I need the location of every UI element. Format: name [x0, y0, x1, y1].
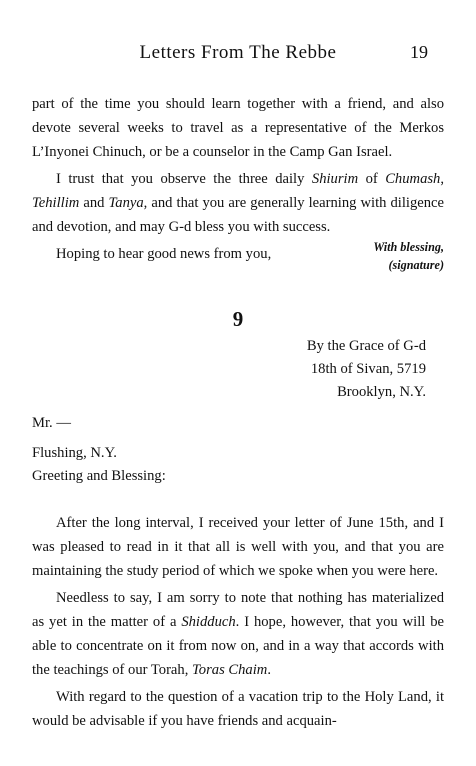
text-run: . I hope, however, that you will be able to concentrate on it from now on, and in a way that accords with the teachings of our Torah,: [32, 614, 444, 678]
dateline: [307, 335, 426, 404]
paragraph-vacation: With regard to the question of a vacation trip to the Holy Land, it would be advisable if you have friends and acquain-: [32, 689, 444, 729]
address-location: Flushing, N.Y.: [32, 445, 117, 461]
paragraph-shidduch: [32, 586, 444, 682]
text-run: Needless to say, I am sorry to note that nothing has materialized as yet in the matter of a: [32, 590, 444, 630]
closing-text: With blessing,: [373, 240, 444, 254]
signature-text: (signature): [388, 258, 444, 272]
text-run: .: [267, 662, 271, 678]
paragraph-shiurim: [32, 167, 444, 239]
dateline-line-3: Brooklyn, N.Y.: [337, 384, 426, 400]
text-run: I trust that you observe the three daily: [56, 171, 312, 187]
running-title: Letters From The Rebbe: [139, 42, 337, 63]
letter-number: 9: [232, 307, 244, 331]
dateline-line-1: By the Grace of G-d: [306, 338, 426, 354]
text-run: ,: [440, 171, 444, 187]
page-header: [0, 42, 476, 72]
term-tehillim: Tehillim: [32, 195, 80, 211]
term-shiurim: Shiurim: [311, 171, 359, 187]
letter-body: [32, 511, 444, 733]
signature-block: [373, 238, 444, 274]
paragraph-interval: After the long interval, I received your letter of June 15th, and I was pleased to read in it that all is well with you, and that you are maintaining the study period of which we spoke when you were here.: [32, 515, 444, 579]
text-run: and: [79, 195, 109, 211]
term-shidduch: Shidduch: [181, 614, 236, 630]
greeting: Greeting and Blessing:: [32, 468, 166, 484]
page-number: 19: [410, 42, 428, 62]
text-run: of: [358, 171, 386, 187]
paragraph-hoping: Hoping to hear good news from you,: [56, 246, 272, 262]
paragraph-continued: part of the time you should learn together with a friend, and also devote several weeks to travel as a representative of the Merkos L’Inyonei Chinuch, or be a counselor in the Camp Gan Israel.: [32, 96, 444, 160]
addressee: Mr. —: [32, 415, 71, 431]
term-tanya: Tanya: [108, 195, 144, 211]
text-run: , and that you are generally learning with diligence and devotion, and may G-d bless you with success.: [32, 195, 444, 235]
dateline-line-2: 18th of Sivan, 5719: [310, 361, 426, 377]
address-block: [32, 442, 166, 488]
term-chumash: Chumash: [385, 171, 441, 187]
term-toras-chaim: Toras Chaim: [192, 662, 268, 678]
